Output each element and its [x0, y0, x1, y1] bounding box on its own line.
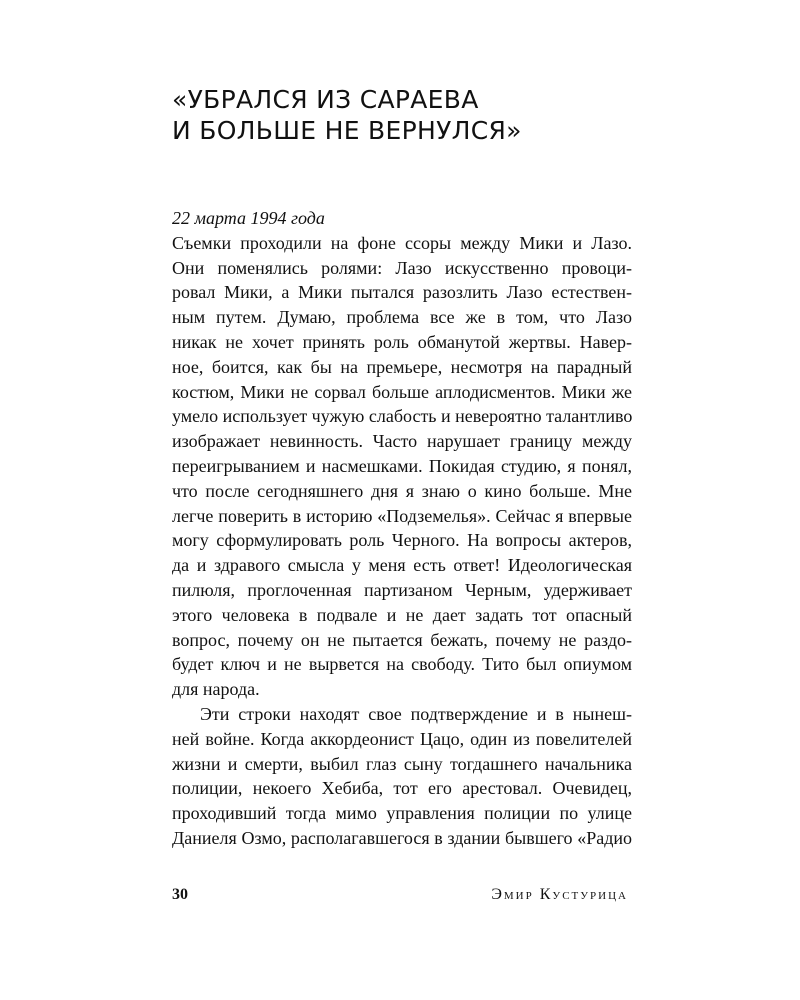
text-line: Даниеля Озмо, располагавшегося в здании бывшего «Радио: [172, 827, 632, 848]
text-line: ное, боится, как бы на премьере, несмотря на парадный: [172, 356, 632, 377]
text-line: Съемки проходили на фоне ссоры между Мики и Лазо.: [172, 232, 632, 253]
page-number: 30: [172, 886, 188, 903]
text-line: Эти строки находят свое подтверждение и в нынеш-: [200, 703, 632, 724]
text-line: изображает невинность. Часто нарушает границу между: [172, 431, 632, 452]
text-line: да и здравого смысла у меня есть ответ! Идеологическая: [172, 555, 632, 576]
text-line: ней войне. Когда аккордеонист Цацо, один из повелителей: [172, 728, 632, 749]
text-line: будет ключ и не вырвется на свободу. Тито был опиумом: [172, 654, 632, 675]
paragraph-2: [172, 702, 632, 851]
text-line: переигрыванием и насмешками. Покидая студию, я понял,: [172, 455, 632, 476]
page-footer: [172, 886, 628, 910]
entry-date: 22 марта 1994 года: [172, 208, 325, 228]
text-line: никак не хочет принять роль обманутой жертвы. Навер-: [172, 331, 632, 352]
text-line: что после сегодняшнего дня я знаю о кино больше. Мне: [172, 480, 632, 501]
chapter-title-line: «УБРАЛСЯ ИЗ САРАЕВА: [172, 85, 479, 114]
text-line: жизни и смерти, выбил глаз сыну тогдашнего начальника: [172, 753, 632, 774]
text-line: для народа.: [172, 679, 260, 700]
text-line: ным путем. Думаю, проблема все же в том, что Лазо: [172, 307, 632, 328]
text-line: Они поменялись ролями: Лазо искусственно провоци-: [172, 257, 632, 278]
text-line: пилюля, проглоченная партизаном Черным, удерживает: [172, 579, 632, 600]
chapter-title: [172, 84, 652, 146]
text-line: вопрос, почему он не пытается бежать, почему не раздо-: [172, 629, 632, 650]
paragraph-1: [172, 231, 632, 702]
body-text: [172, 206, 632, 851]
text-line: легче поверить в историю «Подземелья». Сейчас я впервые: [172, 505, 632, 526]
text-line: умело использует чужую слабость и невероятно талантливо: [172, 406, 633, 427]
text-line: ровал Мики, а Мики пытался разозлить Лазо естествен-: [172, 282, 632, 303]
text-line: могу сформулировать роль Черного. На вопросы актеров,: [172, 530, 632, 551]
text-line: костюм, Мики не сорвал больше аплодисментов. Мики же: [172, 381, 632, 402]
text-line: этого человека в подвале и не дает задать тот опасный: [172, 604, 632, 625]
text-line: проходивший тогда мимо управления полиции по улице: [172, 803, 632, 824]
running-header-author: Эмир Кустурица: [491, 886, 628, 903]
chapter-title-line: И БОЛЬШЕ НЕ ВЕРНУЛСЯ»: [172, 116, 522, 145]
text-line: полиции, некоего Хебиба, тот его арестовал. Очевидец,: [172, 778, 632, 799]
